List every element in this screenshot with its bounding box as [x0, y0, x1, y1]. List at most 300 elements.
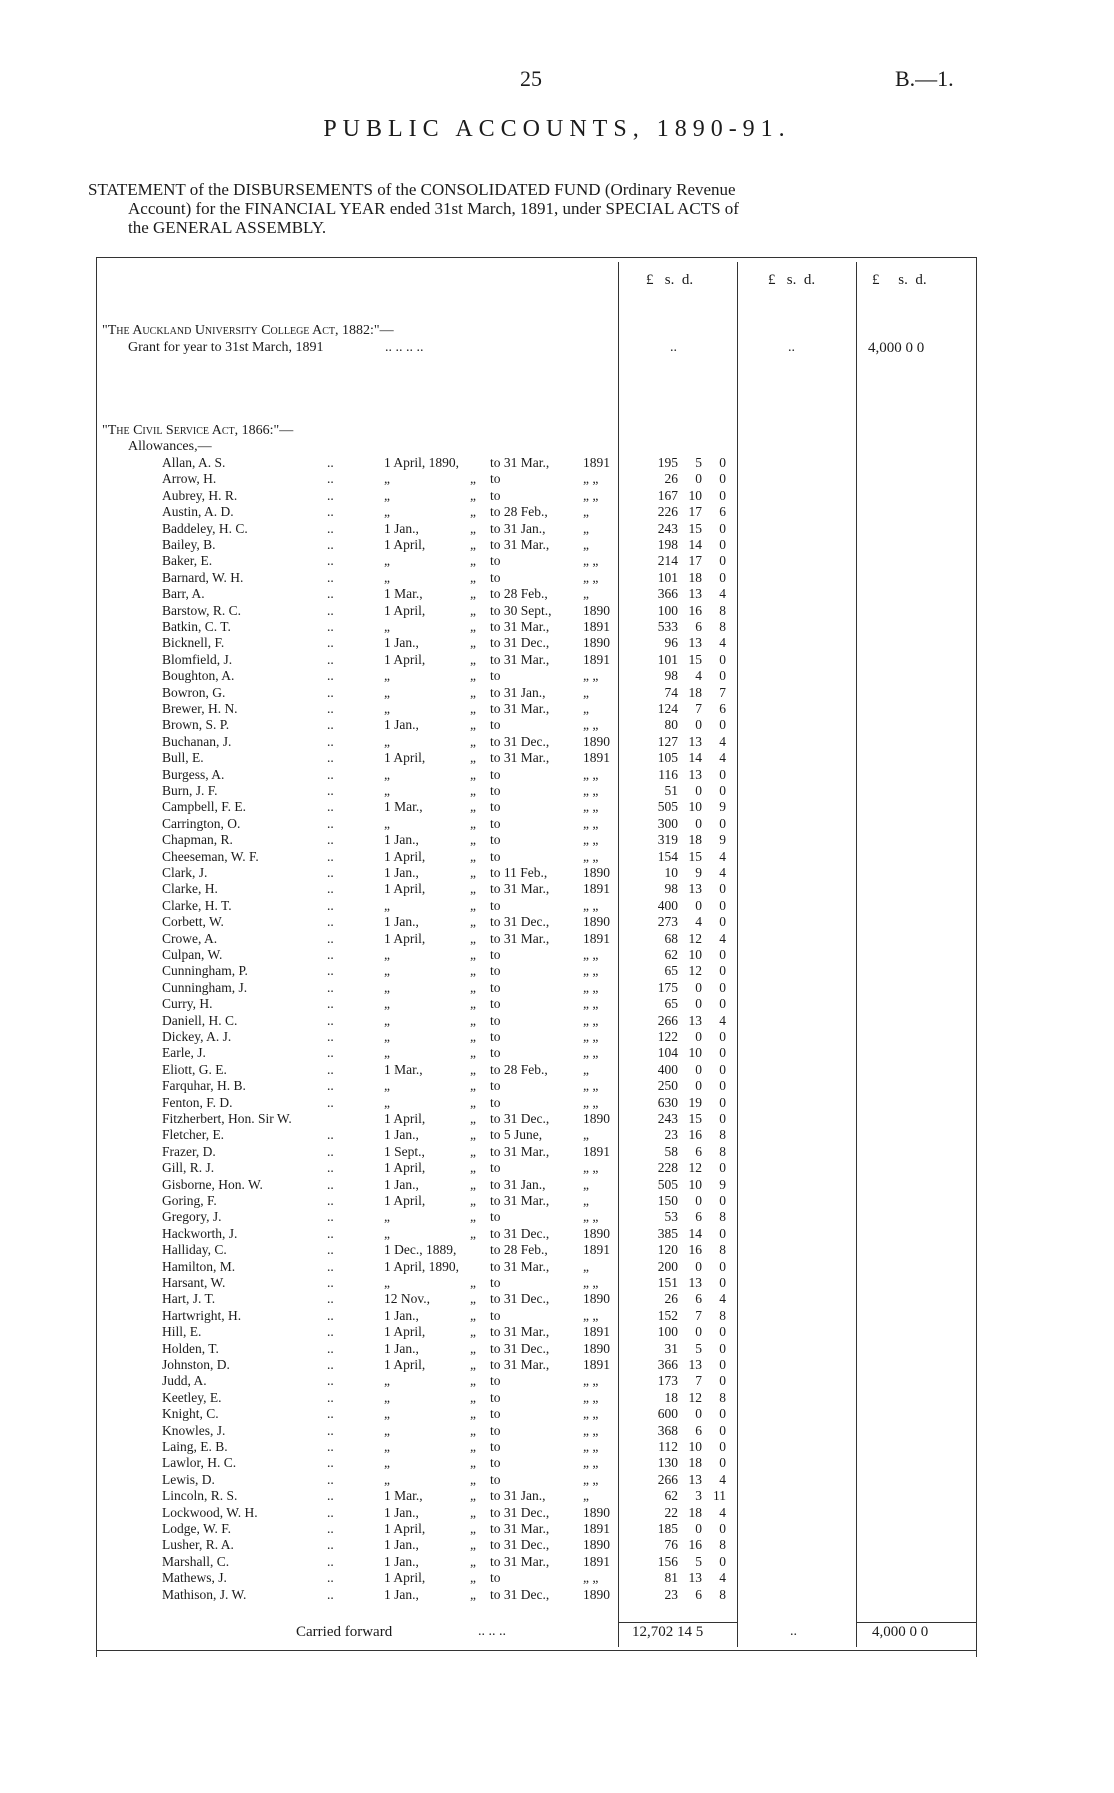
row-end: 1891 [583, 651, 610, 667]
table-row [0, 980, 1114, 996]
row-name: Johnston, D. [162, 1357, 230, 1372]
row-leader-dots: .. [327, 815, 334, 831]
row-s: 15 [688, 1111, 702, 1126]
row-leader-dots: .. [327, 1275, 334, 1290]
row-from: 1 April, [384, 881, 426, 897]
table-row [0, 603, 1114, 619]
row-name: Hill, E. [162, 1324, 202, 1340]
row-s: 0 [695, 471, 702, 487]
row-s: 5 [695, 455, 702, 470]
row-s: 16 [688, 1242, 702, 1258]
row-leader-dots: .. [327, 1406, 334, 1422]
row-s: 0 [695, 897, 702, 913]
row-leader-dots: .. [327, 586, 334, 602]
row-from: „ [384, 1455, 390, 1471]
row-leader-dots: .. [327, 537, 334, 552]
row-name: Austin, A. D. [162, 504, 234, 520]
row-end: 1890 [583, 733, 610, 749]
row-from: 1 Jan., [384, 635, 419, 651]
table-row [0, 1521, 1114, 1537]
table-row [0, 1013, 1114, 1029]
row-q: „ [470, 1012, 476, 1028]
table-row [0, 914, 1114, 930]
row-d: 4 [719, 750, 726, 766]
row-d: 0 [719, 1373, 726, 1389]
row-q: „ [470, 963, 476, 979]
row-l: 10 [664, 865, 678, 880]
row-name: Fitzherbert, Hon. Sir W. [162, 1111, 292, 1126]
table-row [0, 471, 1114, 487]
row-q: „ [470, 1471, 476, 1487]
row-name: Clarke, H. [162, 881, 218, 897]
row-l: 366 [657, 1357, 678, 1372]
row-s: 0 [695, 979, 702, 995]
row-l: 22 [664, 1504, 678, 1520]
row-from: „ [384, 668, 390, 684]
row-s: 5 [695, 1553, 702, 1569]
row-d: 0 [719, 668, 726, 684]
row-name: Keetley, E. [162, 1389, 222, 1405]
row-s: 13 [688, 586, 702, 602]
row-d: 0 [719, 881, 726, 897]
row-leader-dots: .. [327, 1258, 334, 1274]
row-end: „ „ [583, 783, 599, 798]
table-row [0, 996, 1114, 1012]
row-leader-dots: .. [327, 1045, 334, 1061]
row-leader-dots: .. [327, 1488, 334, 1504]
table-row [0, 1455, 1114, 1471]
row-from: „ [384, 1225, 390, 1241]
row-from: 1 Jan., [384, 520, 419, 536]
table-row [0, 1587, 1114, 1603]
row-d: 0 [719, 1193, 726, 1208]
row-leader-dots: .. [327, 717, 334, 733]
row-from: 1 April, 1890, [384, 455, 460, 470]
row-name: Clarke, H. T. [162, 897, 232, 913]
row-s: 3 [695, 1488, 702, 1504]
carried-forward-label: Carried forward [296, 1624, 393, 1640]
row-name: Halliday, C. [162, 1242, 227, 1258]
row-name: Clark, J. [162, 865, 208, 880]
row-end: „ „ [583, 1160, 599, 1176]
row-l: 533 [657, 619, 678, 634]
row-end: 1891 [583, 1143, 610, 1159]
row-l: 65 [664, 963, 678, 979]
row-l: 195 [657, 455, 678, 470]
row-end: „ „ [583, 487, 599, 503]
row-leader-dots: .. [327, 651, 334, 667]
row-l: 243 [657, 1111, 678, 1126]
row-name: Bull, E. [162, 750, 204, 766]
row-q: „ [470, 1160, 476, 1176]
row-q: „ [470, 586, 476, 602]
row-from: „ [384, 1471, 390, 1487]
row-s: 12 [688, 930, 702, 946]
row-leader-dots: .. [327, 1553, 334, 1569]
row-end: 1890 [583, 602, 610, 618]
row-to: to 31 Mar., [490, 1357, 550, 1372]
row-end: „ [583, 1061, 589, 1077]
row-leader-dots: .. [327, 1373, 334, 1389]
row-l: 80 [664, 717, 678, 733]
row-from: 1 April, 1890, [384, 1258, 460, 1274]
row-leader-dots: .. [327, 1504, 334, 1520]
row-to: to 31 Mar., [490, 930, 550, 946]
row-s: 4 [695, 668, 702, 684]
table-row [0, 701, 1114, 717]
row-l: 26 [664, 471, 678, 487]
row-end: 1890 [583, 1111, 610, 1126]
row-to: to 31 Mar., [490, 1553, 550, 1569]
row-from: 1 April, [384, 930, 426, 946]
row-to: to 31 Jan., [490, 1176, 546, 1192]
page-number: 25 [520, 66, 542, 91]
row-d: 4 [719, 1291, 726, 1307]
row-to: to 31 Dec., [490, 1537, 550, 1553]
table-row [0, 1029, 1114, 1045]
row-name: Barr, A. [162, 586, 205, 602]
row-end: „ „ [583, 668, 599, 684]
row-q: „ [470, 979, 476, 995]
row-s: 13 [688, 1471, 702, 1487]
row-end: 1890 [583, 1291, 610, 1307]
row-from: „ [384, 619, 390, 634]
row-to: to [490, 1094, 501, 1110]
row-s: 13 [688, 1012, 702, 1028]
row-l: 100 [657, 602, 678, 618]
row-d: 0 [719, 897, 726, 913]
row-q: „ [470, 1061, 476, 1077]
table-row [0, 898, 1114, 914]
auckland-col2: .. [788, 340, 795, 355]
row-s: 18 [688, 1504, 702, 1520]
row-d: 4 [719, 586, 726, 602]
row-from: „ [384, 1389, 390, 1405]
row-d: 4 [719, 865, 726, 880]
table-row [0, 1373, 1114, 1389]
row-leader-dots: .. [327, 1143, 334, 1159]
row-to: to 31 Jan., [490, 520, 546, 536]
row-d: 0 [719, 1061, 726, 1077]
row-leader-dots: .. [327, 569, 334, 585]
table-row [0, 521, 1114, 537]
row-end: „ „ [583, 799, 599, 815]
row-d: 11 [713, 1488, 726, 1504]
row-q: „ [470, 1422, 476, 1438]
row-l: 505 [657, 799, 678, 815]
row-to: to [490, 1439, 501, 1454]
row-to: to 31 Dec., [490, 1586, 550, 1602]
row-l: 319 [657, 832, 678, 848]
row-leader-dots: .. [327, 701, 334, 716]
row-end: 1891 [583, 750, 610, 766]
row-s: 10 [688, 487, 702, 503]
row-end: „ „ [583, 1455, 599, 1471]
row-to: to [490, 1275, 501, 1290]
row-d: 0 [719, 766, 726, 782]
row-name: Knight, C. [162, 1406, 219, 1422]
table-row [0, 1226, 1114, 1242]
row-to: to [490, 1373, 501, 1389]
row-q: „ [470, 1094, 476, 1110]
row-to: to 31 Dec., [490, 733, 550, 749]
row-l: 120 [657, 1242, 678, 1258]
row-to: to [490, 848, 501, 864]
row-leader-dots: .. [327, 504, 334, 520]
row-s: 6 [695, 619, 702, 634]
table-row [0, 488, 1114, 504]
row-q: „ [470, 1439, 476, 1454]
row-to: to [490, 1078, 501, 1094]
row-q: „ [470, 602, 476, 618]
row-leader-dots: .. [327, 455, 334, 470]
row-end: 1890 [583, 865, 610, 880]
row-name: Baker, E. [162, 553, 213, 569]
row-to: to [490, 897, 501, 913]
row-s: 16 [688, 1537, 702, 1553]
row-d: 0 [719, 1521, 726, 1536]
table-row [0, 1095, 1114, 1111]
row-q: „ [470, 1340, 476, 1356]
row-d: 8 [719, 1389, 726, 1405]
row-from: „ [384, 996, 390, 1012]
row-name: Curry, H. [162, 996, 213, 1012]
row-l: 266 [657, 1012, 678, 1028]
row-d: 0 [719, 553, 726, 569]
statement-heading [88, 180, 968, 237]
carried-forward-col3: 4,000 0 0 [872, 1624, 929, 1640]
row-s: 18 [688, 684, 702, 700]
row-to: to [490, 947, 501, 962]
row-from: 1 April, [384, 537, 426, 552]
row-name: Crowe, A. [162, 930, 218, 946]
row-q: „ [470, 1307, 476, 1323]
table-row [0, 1177, 1114, 1193]
row-d: 0 [719, 979, 726, 995]
row-l: 200 [657, 1258, 678, 1274]
row-s: 0 [695, 1193, 702, 1208]
row-s: 13 [688, 733, 702, 749]
row-name: Culpan, W. [162, 947, 223, 962]
row-to: to [490, 1307, 501, 1323]
row-from: 1 Mar., [384, 1488, 423, 1504]
table-row [0, 734, 1114, 750]
row-end: „ [583, 1176, 589, 1192]
row-leader-dots: .. [327, 783, 334, 798]
row-end: „ [583, 1127, 589, 1143]
row-s: 15 [688, 651, 702, 667]
row-d: 0 [719, 783, 726, 798]
row-end: „ „ [583, 1422, 599, 1438]
row-end: 1890 [583, 1225, 610, 1241]
row-q: „ [470, 487, 476, 503]
row-l: 51 [664, 783, 678, 798]
row-leader-dots: .. [327, 1078, 334, 1094]
row-to: to [490, 569, 501, 585]
row-d: 0 [719, 1357, 726, 1372]
row-s: 0 [695, 717, 702, 733]
table-row [0, 1324, 1114, 1340]
row-to: to [490, 1209, 501, 1225]
row-s: 7 [695, 1307, 702, 1323]
row-s: 5 [695, 1340, 702, 1356]
row-from: 1 Jan., [384, 832, 419, 848]
row-to: to [490, 1029, 501, 1044]
table-row [0, 783, 1114, 799]
row-d: 0 [719, 1439, 726, 1454]
row-leader-dots: .. [327, 487, 334, 503]
row-l: 62 [664, 1488, 678, 1504]
row-from: 1 Jan., [384, 1537, 419, 1553]
table-row [0, 685, 1114, 701]
row-l: 250 [657, 1078, 678, 1094]
row-end: 1890 [583, 1504, 610, 1520]
row-to: to 31 Mar., [490, 1324, 550, 1340]
row-l: 300 [657, 815, 678, 831]
row-d: 6 [719, 701, 726, 716]
table-row [0, 1406, 1114, 1422]
table-row [0, 553, 1114, 569]
row-l: 96 [664, 635, 678, 651]
carried-forward-col2: .. [790, 1624, 797, 1639]
row-leader-dots: .. [327, 668, 334, 684]
row-l: 505 [657, 1176, 678, 1192]
row-from: 1 Jan., [384, 1176, 419, 1192]
row-q: „ [470, 553, 476, 569]
row-leader-dots: .. [327, 1029, 334, 1044]
row-to: to [490, 1471, 501, 1487]
row-s: 18 [688, 832, 702, 848]
row-q: „ [470, 1029, 476, 1044]
row-to: to 31 Jan., [490, 1488, 546, 1504]
row-leader-dots: .. [327, 1242, 334, 1258]
row-name: Barnard, W. H. [162, 569, 244, 585]
row-q: „ [470, 520, 476, 536]
table-row [0, 1472, 1114, 1488]
row-from: 1 April, [384, 848, 426, 864]
row-s: 6 [695, 1422, 702, 1438]
row-d: 0 [719, 1258, 726, 1274]
row-d: 7 [719, 684, 726, 700]
row-l: 214 [657, 553, 678, 569]
row-s: 17 [688, 553, 702, 569]
row-to: to 30 Sept., [490, 602, 552, 618]
row-name: Hart, J. T. [162, 1291, 216, 1307]
row-q: „ [470, 1488, 476, 1504]
row-s: 19 [688, 1094, 702, 1110]
row-to: to 5 June, [490, 1127, 543, 1143]
row-q: „ [470, 1225, 476, 1241]
row-s: 6 [695, 1291, 702, 1307]
row-to: to 31 Dec., [490, 1111, 550, 1126]
row-leader-dots: .. [327, 1422, 334, 1438]
row-d: 4 [719, 733, 726, 749]
row-from: 1 Sept., [384, 1143, 425, 1159]
row-l: 23 [664, 1586, 678, 1602]
row-q: „ [470, 1078, 476, 1094]
row-end: „ „ [583, 963, 599, 979]
row-s: 18 [688, 1455, 702, 1471]
row-l: 630 [657, 1094, 678, 1110]
row-q: „ [470, 1373, 476, 1389]
row-from: „ [384, 963, 390, 979]
row-end: 1891 [583, 455, 610, 470]
row-end: 1890 [583, 1586, 610, 1602]
row-from: „ [384, 553, 390, 569]
row-name: Allan, A. S. [162, 455, 226, 470]
row-s: 13 [688, 1275, 702, 1290]
table-row [0, 570, 1114, 586]
row-d: 0 [719, 520, 726, 536]
row-leader-dots: .. [327, 930, 334, 946]
row-q: „ [470, 832, 476, 848]
row-q: „ [470, 996, 476, 1012]
row-leader-dots: .. [327, 979, 334, 995]
row-name: Chapman, R. [162, 832, 233, 848]
row-end: „ „ [583, 947, 599, 962]
row-end: „ „ [583, 979, 599, 995]
row-name: Cunningham, P. [162, 963, 248, 979]
row-to: to 31 Dec., [490, 1340, 550, 1356]
row-l: 31 [664, 1340, 678, 1356]
table-row [0, 1341, 1114, 1357]
row-name: Holden, T. [162, 1340, 219, 1356]
table-row [0, 1390, 1114, 1406]
row-from: 1 April, [384, 1111, 426, 1126]
row-end: 1891 [583, 1521, 610, 1536]
row-s: 12 [688, 1160, 702, 1176]
row-l: 76 [664, 1537, 678, 1553]
row-to: to [490, 1045, 501, 1061]
table-row [0, 537, 1114, 553]
table-row [0, 455, 1114, 471]
row-from: 1 April, [384, 1160, 426, 1176]
row-leader-dots: .. [327, 602, 334, 618]
row-d: 9 [719, 799, 726, 815]
row-end: „ „ [583, 832, 599, 848]
row-s: 6 [695, 1209, 702, 1225]
row-end: 1891 [583, 1324, 610, 1340]
row-l: 228 [657, 1160, 678, 1176]
row-d: 0 [719, 471, 726, 487]
row-s: 14 [688, 1225, 702, 1241]
table-bottom-rule [96, 1650, 976, 1651]
row-end: „ „ [583, 1373, 599, 1389]
row-s: 13 [688, 1357, 702, 1372]
row-d: 0 [719, 1553, 726, 1569]
row-d: 4 [719, 635, 726, 651]
row-from: 1 Dec., 1889, [384, 1242, 457, 1258]
row-leader-dots: .. [327, 1389, 334, 1405]
row-leader-dots: .. [327, 1127, 334, 1143]
row-to: to 31 Mar., [490, 651, 550, 667]
row-from: 12 Nov., [384, 1291, 430, 1307]
row-leader-dots: .. [327, 1340, 334, 1356]
row-l: 226 [657, 504, 678, 520]
carried-forward-dots: .. .. .. [478, 1624, 506, 1639]
row-leader-dots: .. [327, 1471, 334, 1487]
row-l: 62 [664, 947, 678, 962]
row-to: to 28 Feb., [490, 586, 548, 602]
row-end: 1890 [583, 1340, 610, 1356]
row-name: Earle, J. [162, 1045, 206, 1061]
row-from: „ [384, 684, 390, 700]
table-row [0, 750, 1114, 766]
auckland-grant-label: Grant for year to 31st March, 1891 [128, 340, 324, 355]
table-row [0, 1127, 1114, 1143]
row-to: to 31 Mar., [490, 455, 550, 470]
row-name: Hamilton, M. [162, 1258, 236, 1274]
